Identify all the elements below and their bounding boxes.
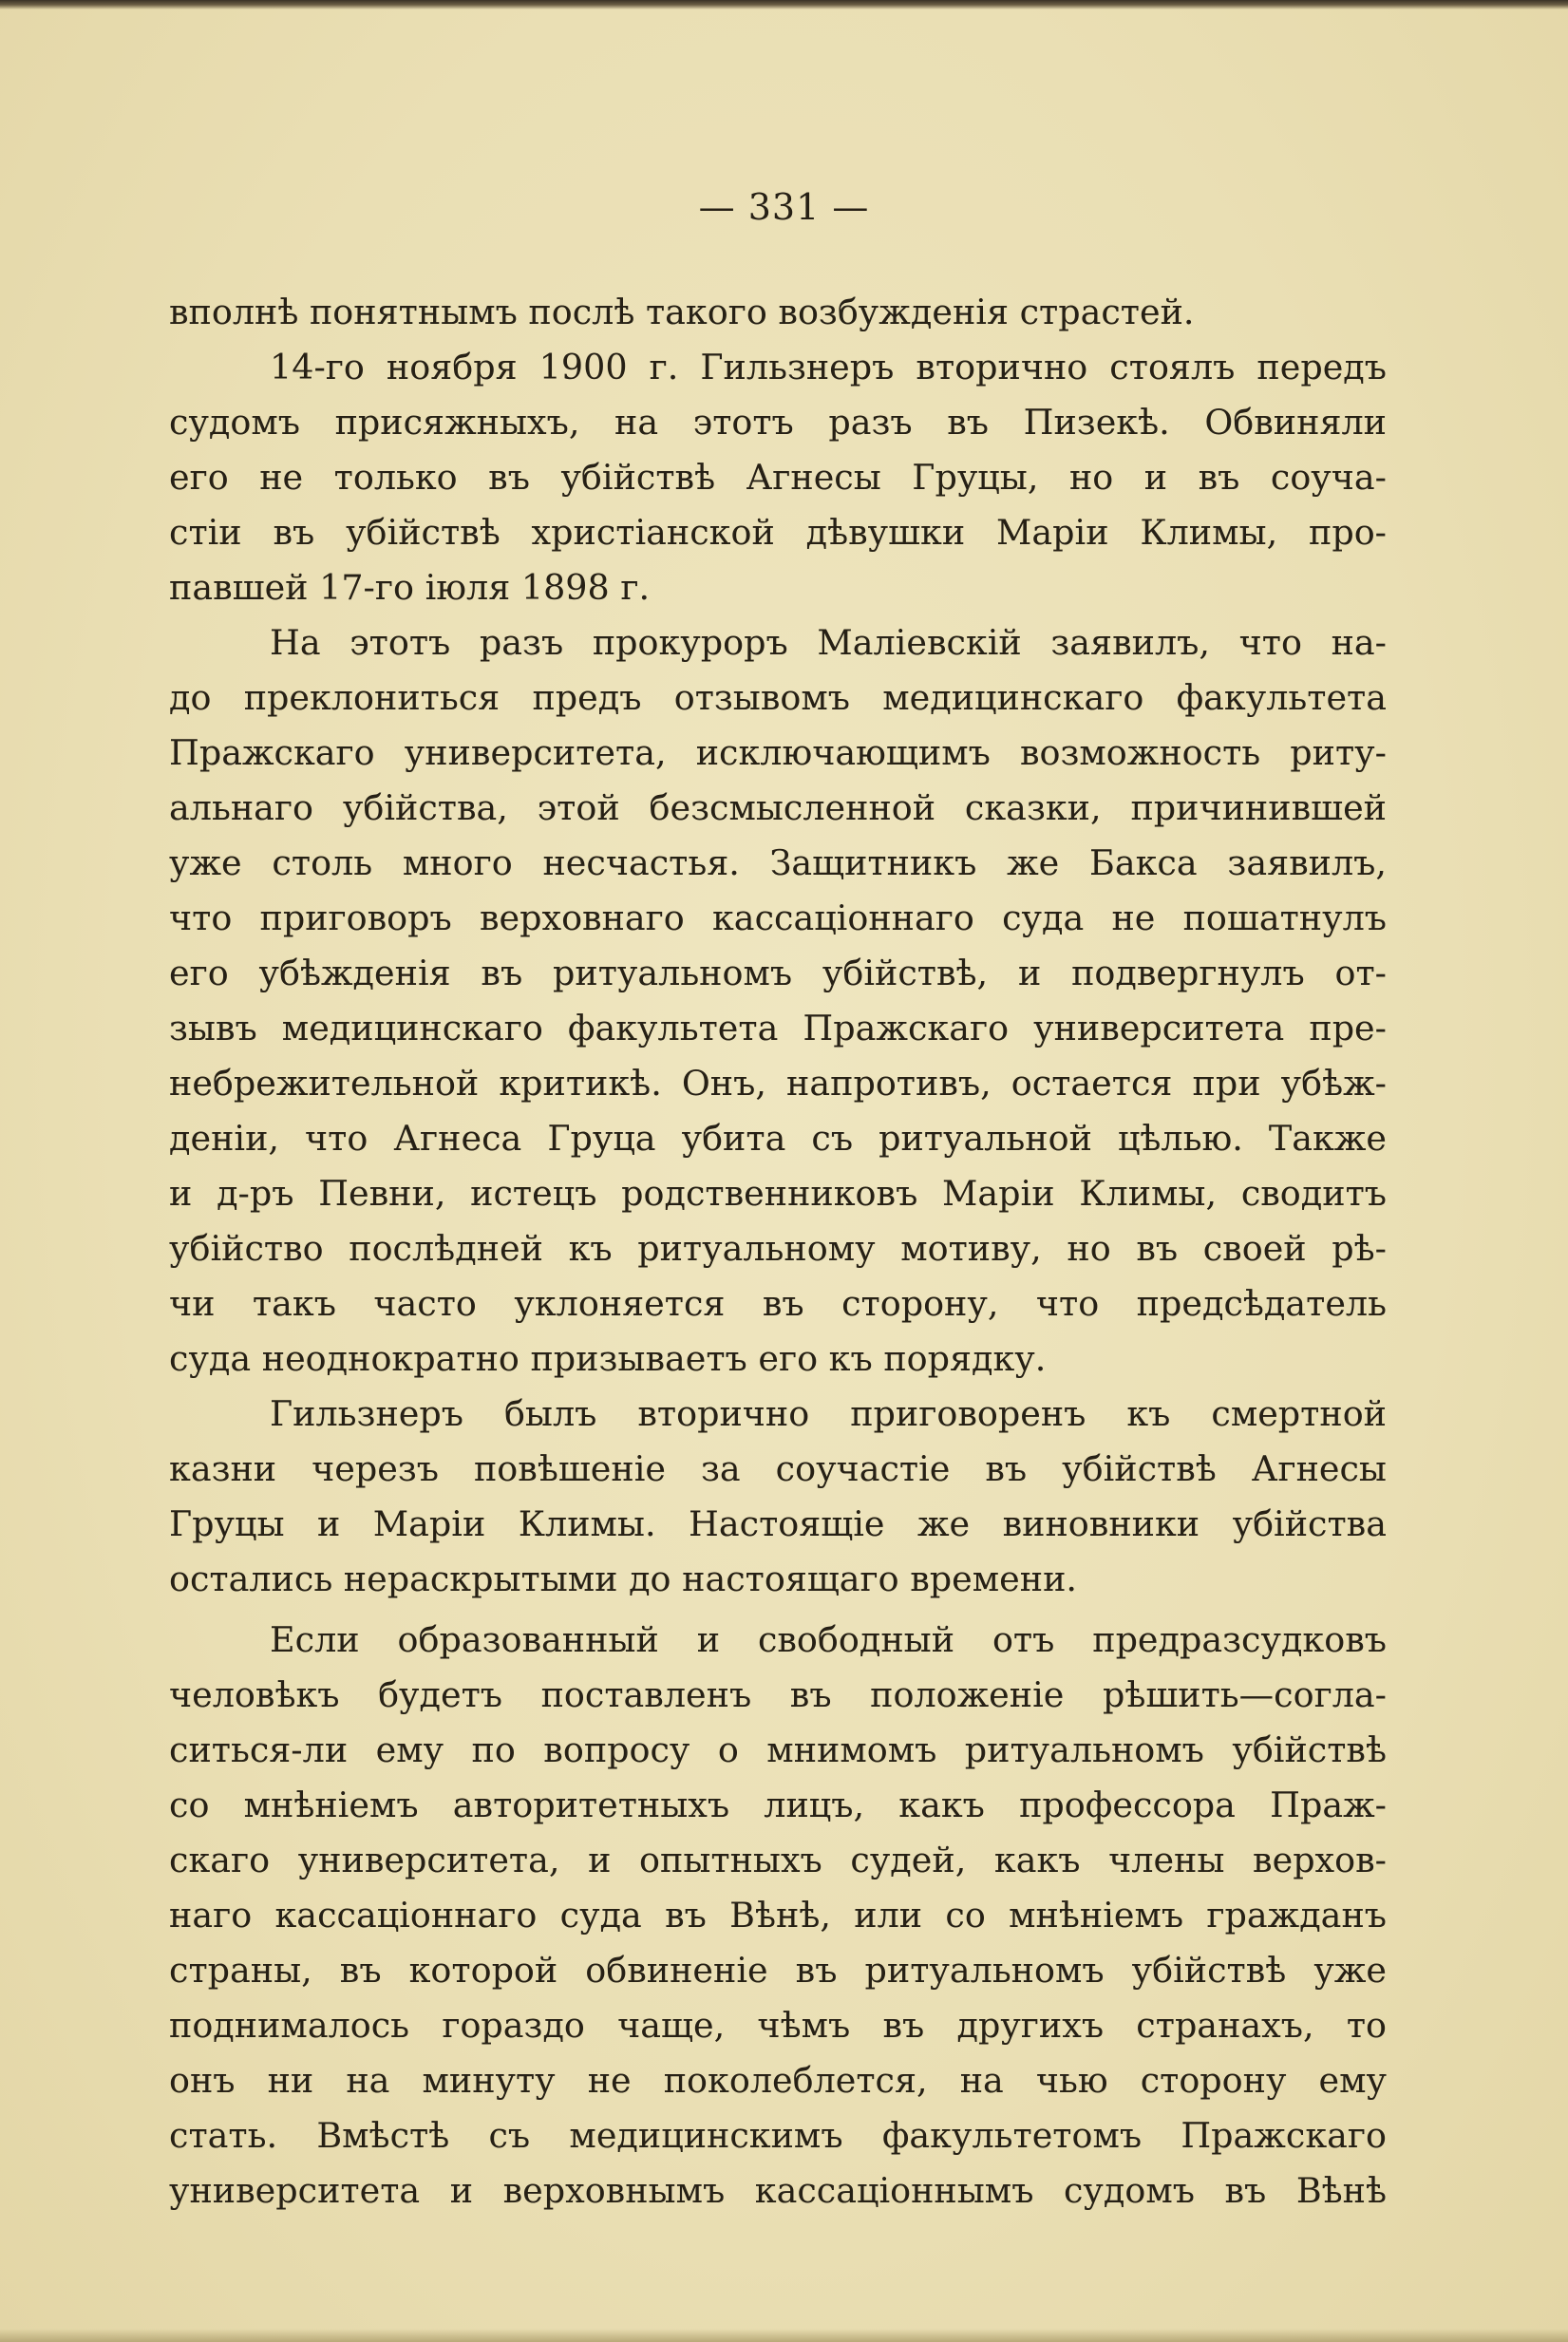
text-line: скаго университета, и опытныхъ судей, какъ члены верхов- (169, 1840, 1387, 1880)
text-line: со мнѣніемъ авторитетныхъ лицъ, какъ профессора Праж- (169, 1785, 1387, 1825)
text-line: деніи, что Агнеса Груца убита съ ритуальной цѣлью. Также (169, 1118, 1387, 1159)
text-line: альнаго убійства, этой безсмысленной сказки, причинившей (169, 787, 1387, 828)
text-line: павшей 17-го іюля 1898 г. (169, 567, 651, 608)
text-line: На этотъ разъ прокуроръ Маліевскій заявилъ, что на- (270, 622, 1387, 663)
text-line: стать. Вмѣстѣ съ медицинскимъ факультетомъ Пражскаго (169, 2115, 1387, 2156)
text-line: наго кассаціоннаго суда въ Вѣнѣ, или со мнѣніемъ гражданъ (169, 1895, 1387, 1936)
text-line: Если образованный и свободный отъ предразсудковъ (270, 1619, 1387, 1660)
text-line: Груцы и Маріи Климы. Настоящіе же виновники убійства (169, 1503, 1387, 1544)
text-line: чи такъ часто уклоняется въ сторону, что предсѣдатель (169, 1283, 1387, 1324)
text-line: небрежительной критикѣ. Онъ, напротивъ, остается при убѣж- (169, 1063, 1387, 1104)
text-line: его убѣжденія въ ритуальномъ убійствѣ, и подвергнулъ от- (169, 953, 1387, 993)
text-line: поднималось гораздо чаще, чѣмъ въ другихъ странахъ, то (169, 2005, 1387, 2046)
text-line: человѣкъ будетъ поставленъ въ положеніе рѣшить—согла- (169, 1674, 1387, 1715)
text-line: что приговоръ верховнаго кассаціоннаго суда не пошатнулъ (169, 897, 1387, 938)
text-line: ситься-ли ему по вопросу о мнимомъ ритуальномъ убійствѣ (169, 1729, 1387, 1770)
text-line: 14-го ноября 1900 г. Гильзнеръ вторично стоялъ передъ (270, 347, 1387, 387)
text-line: зывъ медицинскаго факультета Пражскаго университета пре- (169, 1008, 1387, 1048)
text-line: университета и верховнымъ кассаціоннымъ судомъ въ Вѣнѣ (169, 2170, 1387, 2211)
text-line: и д-ръ Певни, истецъ родственниковъ Маріи Климы, сводитъ (169, 1173, 1387, 1214)
text-line: до преклониться предъ отзывомъ медицинскаго факультета (169, 677, 1387, 718)
page-bottom-edge (0, 2329, 1568, 2342)
text-line: его не только въ убійствѣ Агнесы Груцы, но и въ соуча- (169, 457, 1387, 498)
text-line: убійство послѣдней къ ритуальному мотиву, но въ своей рѣ- (169, 1228, 1387, 1269)
page-number: — 331 — (698, 186, 870, 228)
text-line: страны, въ которой обвиненіе въ ритуальномъ убійствѣ уже (169, 1950, 1387, 1991)
text-line: суда неоднократно призываетъ его къ порядку. (169, 1338, 1047, 1379)
text-line: онъ ни на минуту не поколеблется, на чью сторону ему (169, 2060, 1387, 2101)
page-top-edge (0, 0, 1568, 9)
text-line: казни черезъ повѣшеніе за соучастіе въ убійствѣ Агнесы (169, 1448, 1387, 1489)
body-text (169, 285, 1387, 2219)
text-line: Гильзнеръ былъ вторично приговоренъ къ смертной (270, 1393, 1387, 1434)
text-line: Пражскаго университета, исключающимъ возможность риту- (169, 732, 1387, 773)
text-line: вполнѣ понятнымъ послѣ такого возбужденія страстей. (169, 292, 1195, 332)
text-line: стіи въ убійствѣ христіанской дѣвушки Маріи Климы, про- (169, 512, 1387, 553)
text-line: остались нераскрытыми до настоящаго времени. (169, 1558, 1078, 1599)
text-line: уже столь много несчастья. Защитникъ же Бакса заявилъ, (169, 842, 1387, 883)
text-line: судомъ присяжныхъ, на этотъ разъ въ Пизекѣ. Обвиняли (169, 402, 1387, 443)
